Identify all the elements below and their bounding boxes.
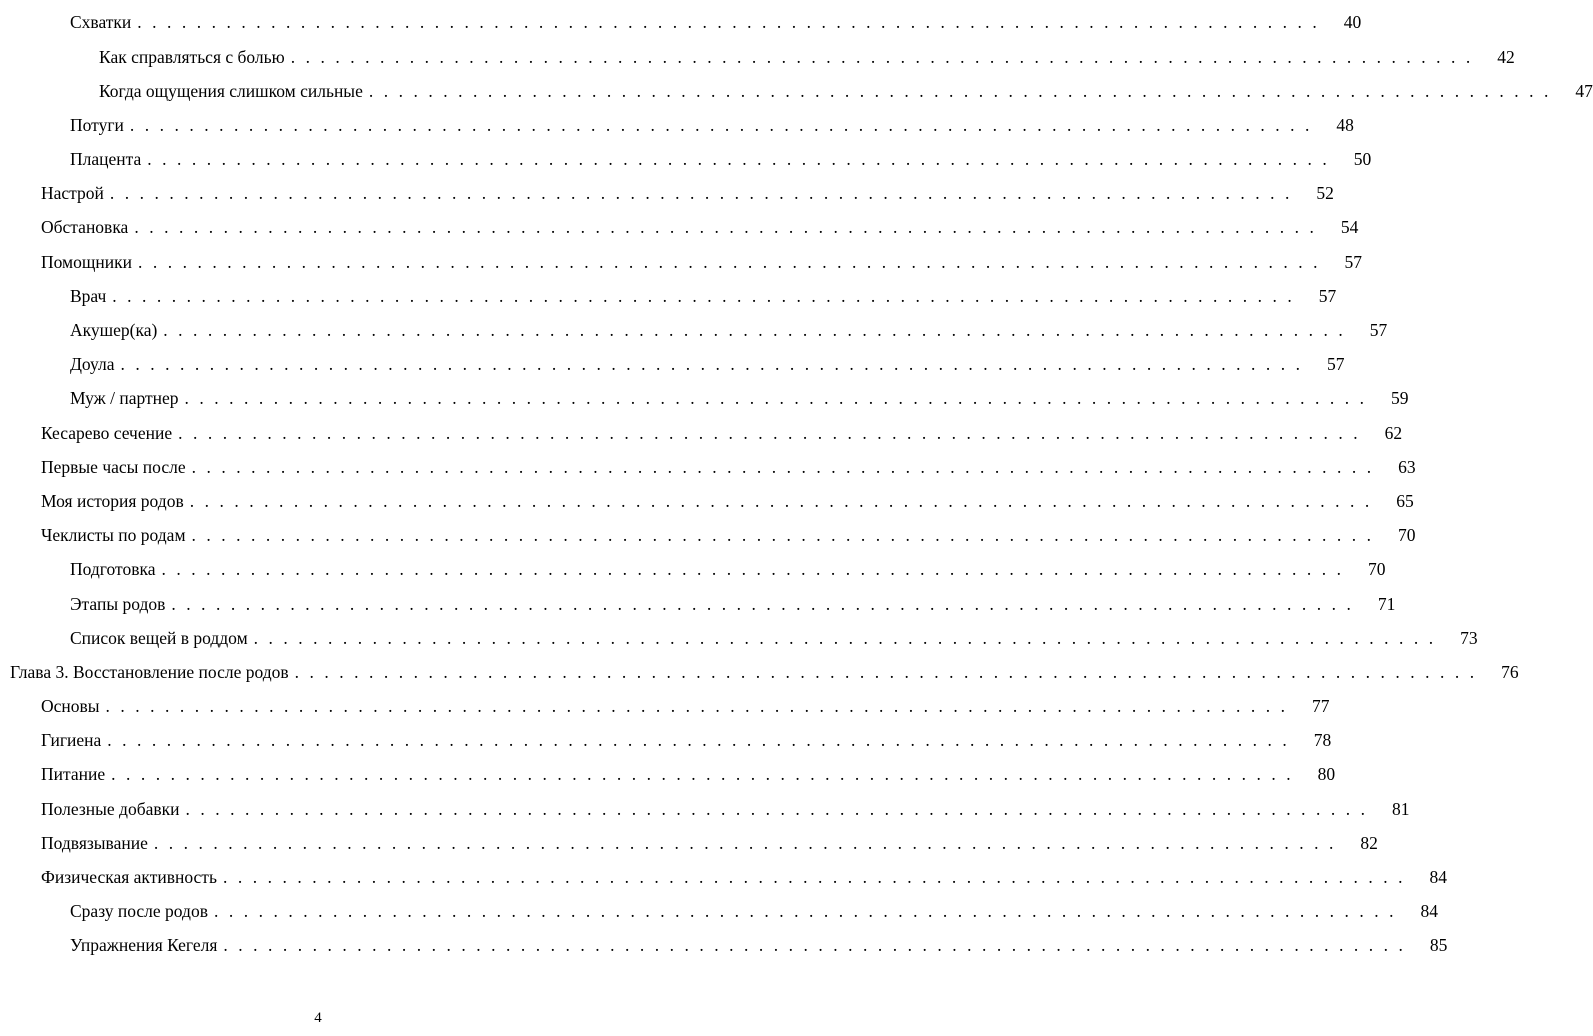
- toc-entry-title: Чеклисты по родам: [41, 525, 186, 546]
- toc-entry: [0, 724, 1332, 758]
- toc-entry-title: Основы: [41, 696, 100, 717]
- toc-entry-page: 57: [1344, 251, 1362, 272]
- toc-entry-page: 70: [1367, 559, 1386, 580]
- table-of-contents: [0, 6, 1593, 963]
- toc-entry-title: Как справляться с болью: [99, 46, 285, 67]
- toc-dot-leader: ................................................................................: [147, 149, 1338, 170]
- toc-entry-page: 65: [1396, 490, 1414, 511]
- toc-entry: [0, 40, 1515, 74]
- toc-entry-page: 57: [1369, 320, 1388, 341]
- toc-entry: [0, 245, 1362, 279]
- toc-entry: [0, 382, 1409, 416]
- toc-entry: [0, 621, 1478, 655]
- toc-entry: [0, 929, 1448, 963]
- toc-entry-page: 78: [1313, 730, 1332, 751]
- toc-entry-title: Этапы родов: [70, 593, 166, 614]
- toc-entry: [0, 74, 1593, 108]
- toc-entry-page: 70: [1398, 525, 1416, 546]
- toc-entry: [0, 485, 1414, 519]
- toc-entry-page: 82: [1360, 832, 1378, 853]
- toc-entry-page: 63: [1398, 456, 1416, 477]
- toc-entry-page: 47: [1575, 80, 1593, 101]
- toc-entry: [0, 280, 1337, 314]
- toc-entry: [0, 348, 1345, 382]
- toc-entry: [0, 143, 1372, 177]
- toc-entry: [0, 519, 1416, 553]
- toc-dot-leader: ................................................................................: [161, 559, 1352, 580]
- toc-entry-title: Когда ощущения слишком сильные: [99, 80, 363, 101]
- toc-dot-leader: ................................................................................: [111, 764, 1302, 785]
- toc-entry-page: 57: [1327, 354, 1345, 375]
- toc-dot-leader: ................................................................................: [153, 832, 1344, 853]
- toc-entry-title: Полезные добавки: [41, 798, 180, 819]
- toc-entry-page: 76: [1501, 661, 1519, 682]
- toc-entry-title: Глава 3. Восстановление после родов: [10, 661, 289, 682]
- toc-entry-title: Упражнения Кегеля: [70, 935, 218, 956]
- toc-entry-title: Врач: [70, 285, 107, 306]
- toc-entry-title: Схватки: [70, 12, 132, 33]
- toc-dot-leader: ................................................................................: [171, 593, 1362, 614]
- toc-entry-page: 73: [1460, 627, 1478, 648]
- toc-dot-leader: ................................................................................: [137, 12, 1328, 33]
- toc-entry-title: Подвязывание: [41, 832, 148, 853]
- toc-dot-leader: ................................................................................: [189, 490, 1380, 511]
- toc-entry-title: Физическая активность: [41, 867, 217, 888]
- toc-dot-leader: ................................................................................: [134, 217, 1325, 238]
- toc-entry-page: 62: [1384, 422, 1403, 443]
- toc-dot-leader: ................................................................................: [191, 456, 1382, 477]
- toc-entry-title: Моя история родов: [41, 490, 184, 511]
- toc-dot-leader: ................................................................................: [105, 696, 1296, 717]
- toc-entry-title: Кесарево сечение: [41, 422, 173, 443]
- toc-entry-page: 40: [1343, 12, 1362, 33]
- toc-entry-page: 71: [1377, 593, 1396, 614]
- toc-entry: [0, 758, 1336, 792]
- toc-dot-leader: ................................................................................: [184, 388, 1375, 409]
- toc-entry: [0, 553, 1386, 587]
- toc-dot-leader: ................................................................................: [253, 627, 1444, 648]
- toc-dot-leader: ................................................................................: [109, 183, 1300, 204]
- toc-entry-page: 81: [1392, 798, 1410, 819]
- toc-entry-page: 84: [1420, 901, 1438, 922]
- toc-entry-page: 57: [1318, 285, 1337, 306]
- toc-entry-page: 59: [1391, 388, 1409, 409]
- toc-dot-leader: ................................................................................: [120, 354, 1311, 375]
- toc-entry: [0, 861, 1447, 895]
- toc-entry-title: Доула: [70, 354, 115, 375]
- toc-dot-leader: ................................................................................: [163, 320, 1354, 341]
- toc-entry-page: 80: [1317, 764, 1336, 785]
- toc-entry-page: 52: [1316, 183, 1334, 204]
- toc-entry-title: Первые часы после: [41, 456, 186, 477]
- toc-entry: [0, 587, 1396, 621]
- page-number: 4: [314, 1010, 322, 1026]
- toc-dot-leader: ................................................................................: [107, 730, 1298, 751]
- toc-dot-leader: ................................................................................: [191, 525, 1382, 546]
- toc-entry-title: Потуги: [70, 114, 124, 135]
- toc-entry-page: 48: [1336, 114, 1354, 135]
- toc-entry: [0, 314, 1388, 348]
- toc-entry-title: Гигиена: [41, 730, 102, 751]
- toc-entry-title: Плацента: [70, 149, 142, 170]
- toc-entry: [0, 450, 1416, 484]
- toc-dot-leader: ................................................................................: [294, 661, 1485, 682]
- toc-entry: [0, 211, 1359, 245]
- toc-dot-leader: ................................................................................: [178, 422, 1369, 443]
- toc-entry: [0, 690, 1330, 724]
- toc-dot-leader: ................................................................................: [290, 46, 1481, 67]
- toc-dot-leader: ................................................................................: [222, 867, 1413, 888]
- toc-entry: [0, 177, 1334, 211]
- toc-dot-leader: ................................................................................: [129, 114, 1320, 135]
- toc-entry: [0, 416, 1403, 450]
- toc-entry: [0, 6, 1362, 40]
- toc-entry-page: 85: [1429, 935, 1448, 956]
- toc-dot-leader: ................................................................................: [112, 285, 1303, 306]
- toc-entry-title: Настрой: [41, 183, 104, 204]
- toc-entry-title: Подготовка: [70, 559, 156, 580]
- toc-entry-page: 77: [1312, 696, 1330, 717]
- toc-dot-leader: ................................................................................: [368, 80, 1559, 101]
- toc-entry-title: Обстановка: [41, 217, 129, 238]
- toc-dot-leader: ................................................................................: [185, 798, 1376, 819]
- toc-entry-page: 42: [1497, 46, 1515, 67]
- toc-dot-leader: ................................................................................: [223, 935, 1414, 956]
- toc-entry: [0, 656, 1519, 690]
- toc-entry-title: Питание: [41, 764, 106, 785]
- toc-entry-page: 54: [1340, 217, 1359, 238]
- toc-entry: [0, 109, 1354, 143]
- toc-entry-title: Список вещей в роддом: [70, 627, 248, 648]
- toc-entry-title: Акушер(ка): [70, 320, 158, 341]
- toc-dot-leader: ................................................................................: [137, 251, 1328, 272]
- toc-entry-title: Сразу после родов: [70, 901, 208, 922]
- toc-entry-page: 50: [1353, 149, 1372, 170]
- toc-dot-leader: ................................................................................: [213, 901, 1404, 922]
- toc-entry-title: Помощники: [41, 251, 132, 272]
- toc-entry: [0, 792, 1410, 826]
- toc-entry: [0, 827, 1378, 861]
- toc-entry: [0, 895, 1438, 929]
- toc-entry-page: 84: [1429, 867, 1447, 888]
- toc-entry-title: Муж / партнер: [70, 388, 179, 409]
